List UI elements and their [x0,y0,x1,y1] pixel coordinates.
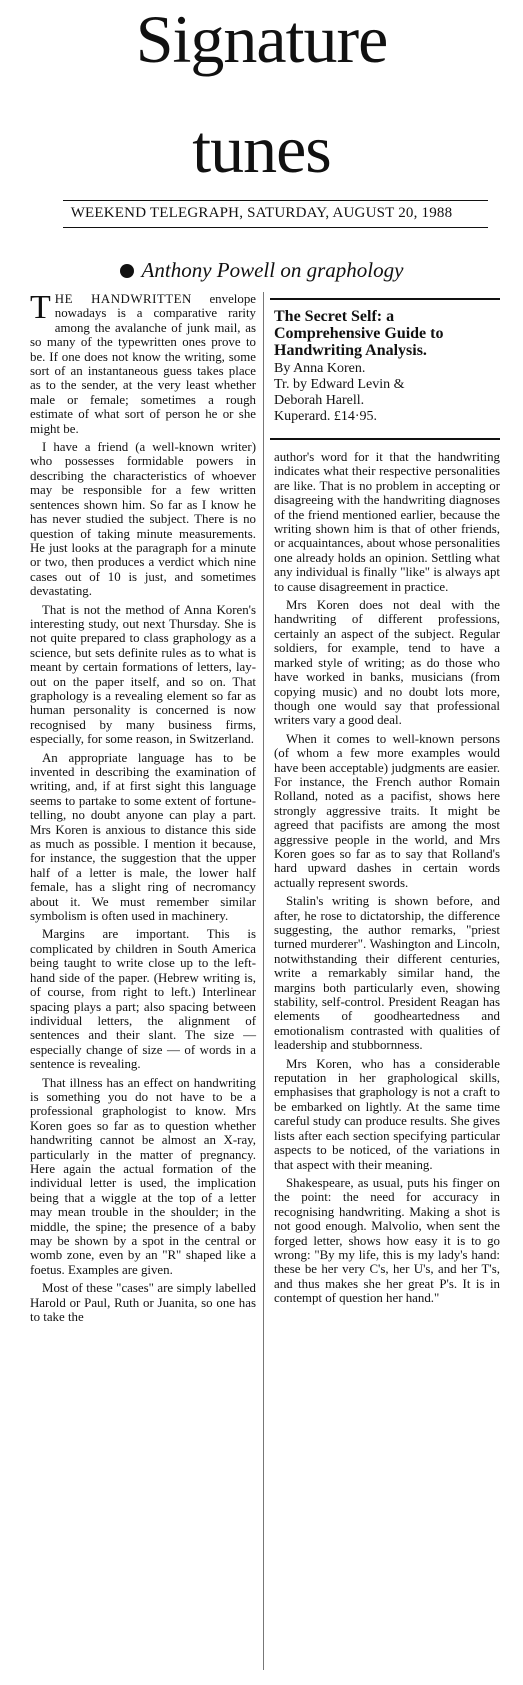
byline [0,258,523,283]
review-top-rule [270,298,500,300]
paragraph: author's word for it that the handwriting indicates what their respective personalities are like. That is no problem in accepting or disagreeing with the handwriting diagnoses of the friend mentioned earlier, because the writing shown him is that of other friends, or acquaintances, about whose personalities one already holds an opinion. Settling what any individual is finally "like" is always apt to cause disagreement in practice. [274,450,500,594]
right-column [274,450,500,1310]
paragraph: Shakespeare, as usual, puts his finger on the point: the need for accuracy in recognising handwriting. Making a shot is not good enough. Malvolio, when sent the forged letter, shows how easy it is to go wrong: "By my life, this is my lady's hand: these be her very C's, her U's, and her T's, and thus makes she her great P's. It is in contempt of question her hand." [274,1175,500,1306]
review-title: The Secret Self: a Comprehensive Guide to Handwriting Analysis. [274,308,444,359]
paragraph: Mrs Koren does not deal with the handwriting of different professions, certainly an aspect of the subject. Regular soldiers, for example, tend to have a marked style of writing; as do those who have worked in banks, musicians (from copying music) and no doubt lots more, though one would say that professional writers vary a good deal. [274,598,500,728]
headline-line-1: Signature [135,1,388,77]
headline [0,1,523,187]
dateline-bottom-rule [63,227,488,228]
dateline: WEEKEND TELEGRAPH, SATURDAY, AUGUST 20, 1988 [70,205,453,221]
paragraph: Mrs Koren, who has a considerable reputation in her graphological skills, emphasises that graphology is not a craft to be embarked on lightly. At the same time careful study can produce results. She gives lists after each section specifying particular aspects to be noticed, of the variations in that aspect with their meaning. [274,1056,500,1172]
paragraph: Stalin's writing is shown before, and after, he rose to dictatorship, the difference suggesting, the author remarks, "priest turned murderer". Washington and Lincoln, notwithstanding their different centuries, write a remarkably similar hand, the margins both particularly even, showing stability, self-control. President Reagan has elements of goodheartedness and emotionalism contrasted with qualities of leadership and stubbornness. [274,894,500,1053]
review-author: By Anna Koren. [274,361,366,376]
paragraph [30,289,256,436]
left-column [30,289,256,1328]
review-box [274,308,500,425]
paragraph: Margins are important. This is complicated by children in South America being taught to write close up to the left-hand side of the paper. (Hebrew writing is, of course, from right to left.) Interlinear spacing plays a part; also spacing between individual letters, the alignment of sentences and their slant. The size — especially change of size — of words in a sentence is revealing. [30,927,256,1072]
review-publisher: Kuperard. £14·95. [274,409,378,424]
lead-in: HE HANDWRITTEN [54,292,192,306]
paragraph: I have a friend (a well-known writer) who possesses formidable powers in describing the characteristics of whoever may be responsible for a few written sentences shown him. So far as I know he has never studied the subject. There is no question of taking minute measurements. He just looks at the paragraph for a minute or two, then produces a verdict which nine cases out of 10 is just, and sometimes devastating. [30,440,256,599]
headline-line-2: tunes [192,111,331,187]
bullet-icon [120,264,134,278]
paragraph: An appropriate language has to be invented in describing the examination of writing, and, if at first sight this language seems to partake to some extent of fortune-telling, no doubt anyone can play a part. Mrs Koren is anxious to distance this side as much as possible. I mention it because, for instance, the suggestion that the upper half of a letter is male, the lower half female, has a slight ring of necromancy about it. We must remember similar symbolism is often used in machinery. [30,750,256,924]
column-divider [263,292,264,1670]
review-translators-2: Deborah Harell. [274,393,365,408]
dateline-top-rule [63,200,488,201]
review-bottom-rule [270,438,500,440]
paragraph: That is not the method of Anna Koren's interesting study, out next Thursday. She is not quite prepared to class graphology as a science, but sets definite rules as to what is meant by certain formations of letters, lay-out on the paper itself, and so on. That graphology is a revealing element so far as human personality is concerned is now recognised by many business firms, especially, for some reason, in Switzerland. [30,602,256,747]
review-translators-1: Tr. by Edward Levin & [274,377,405,392]
paragraph-text: envelope nowadays is a comparative rarity among the avalanche of junk mail, as so many of the typewritten ones prove to be. If one does not know the writing, some sort of an instantaneous guess takes place as to the sender, at the very least whether male or female; sometimes a rough estimate of what sort of person he or she might be. [30,292,256,436]
paragraph: When it comes to well-known persons (of whom a few more examples would have been acceptable) judgments are easier. For instance, the French author Romain Rolland, noted as a pacifist, shows here strongly aggressive traits. It might be agreed that pacifists are among the most aggressive people in the world, and Mrs Koren goes so far as to say that Rolland's hard upward dashes in certain words actually represent swords. [274,731,500,890]
drop-cap: T [30,289,51,326]
paragraph: That illness has an effect on handwriting is something you do not have to be a professional graphologist to know. Mrs Koren goes so far as to question whether handwriting cannot be almost an X-ray, particularly in the matter of pregnancy. Here again the actual formation of the individual letter is used, the implication being that a wiggle at the top of a letter may mean trouble in the shoulder; in the middle, the spine; the presence of a baby may be shown by a spot in the central or womb zone, even by an "R" shaped like a foetus. Examples are given. [30,1075,256,1277]
paragraph: Most of these "cases" are simply labelled Harold or Paul, Ruth or Juanita, so one has to take the [30,1281,256,1325]
byline-text: Anthony Powell on graphology [141,258,404,282]
